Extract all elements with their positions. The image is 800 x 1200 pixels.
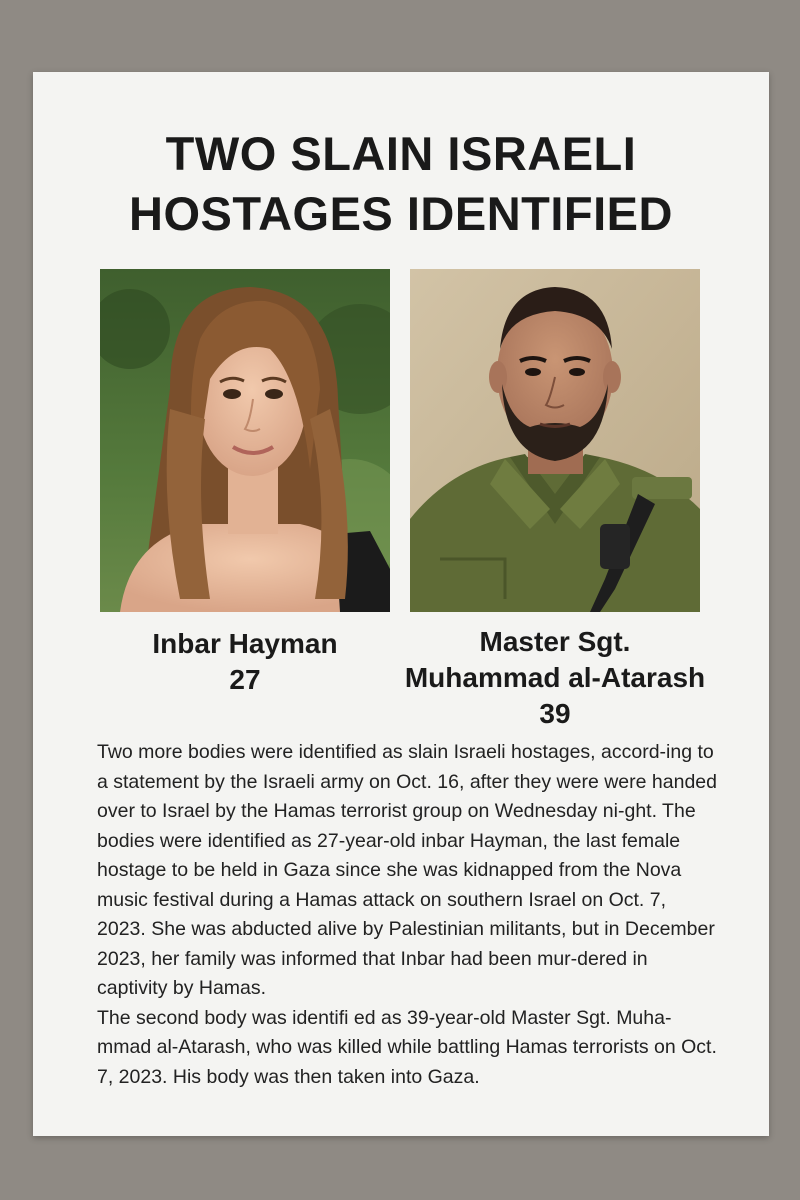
headline-line-2: HOSTAGES IDENTIFIED [129,187,673,240]
poster-board [33,72,769,1136]
portrait-soldier-image [410,269,700,612]
caption-inbar-hayman [100,626,390,698]
photo-muhammad-al-atarash [410,269,700,612]
hostage-age: 27 [229,664,261,695]
hostage-age: 39 [539,698,571,729]
portrait-woman-image [100,269,390,612]
article-paragraph-2: The second body was identifi ed as 39-year-old Master Sgt. Muha-mmad al-Atarash, who was killed while battling Hamas terrorists on Oct. 7, 2023. His body was then taken into Gaza. [97,1006,717,1088]
headline-line-1: TWO SLAIN ISRAELI [165,127,637,180]
article-body [97,738,717,1092]
hostage-rank: Master Sgt. [479,626,631,657]
photo-inbar-hayman [100,269,390,612]
hostage-name: Inbar Hayman [152,628,338,659]
caption-muhammad-al-atarash [385,624,725,732]
article-paragraph-1: Two more bodies were identified as slain Israeli hostages, accord-ing to a statement by the Israeli army on Oct. 16, after they were were handed over to Israel by the Hamas terrorist group on Wednesday ni-ght. The bodies were identified as 27-year-old inbar Hayman, the last female hostage to be held in Gaza since she was kidnapped from the Nova music festival during a Hamas attack on southern Israel on Oct. 7, 2023. She was abducted alive by Palestinian militants, but in December 2023, her family was informed that Inbar had been mur-dered in captivity by Hamas. [97,741,717,999]
hostage-name: Muhammad al-Atarash [404,662,706,693]
headline [33,124,769,244]
